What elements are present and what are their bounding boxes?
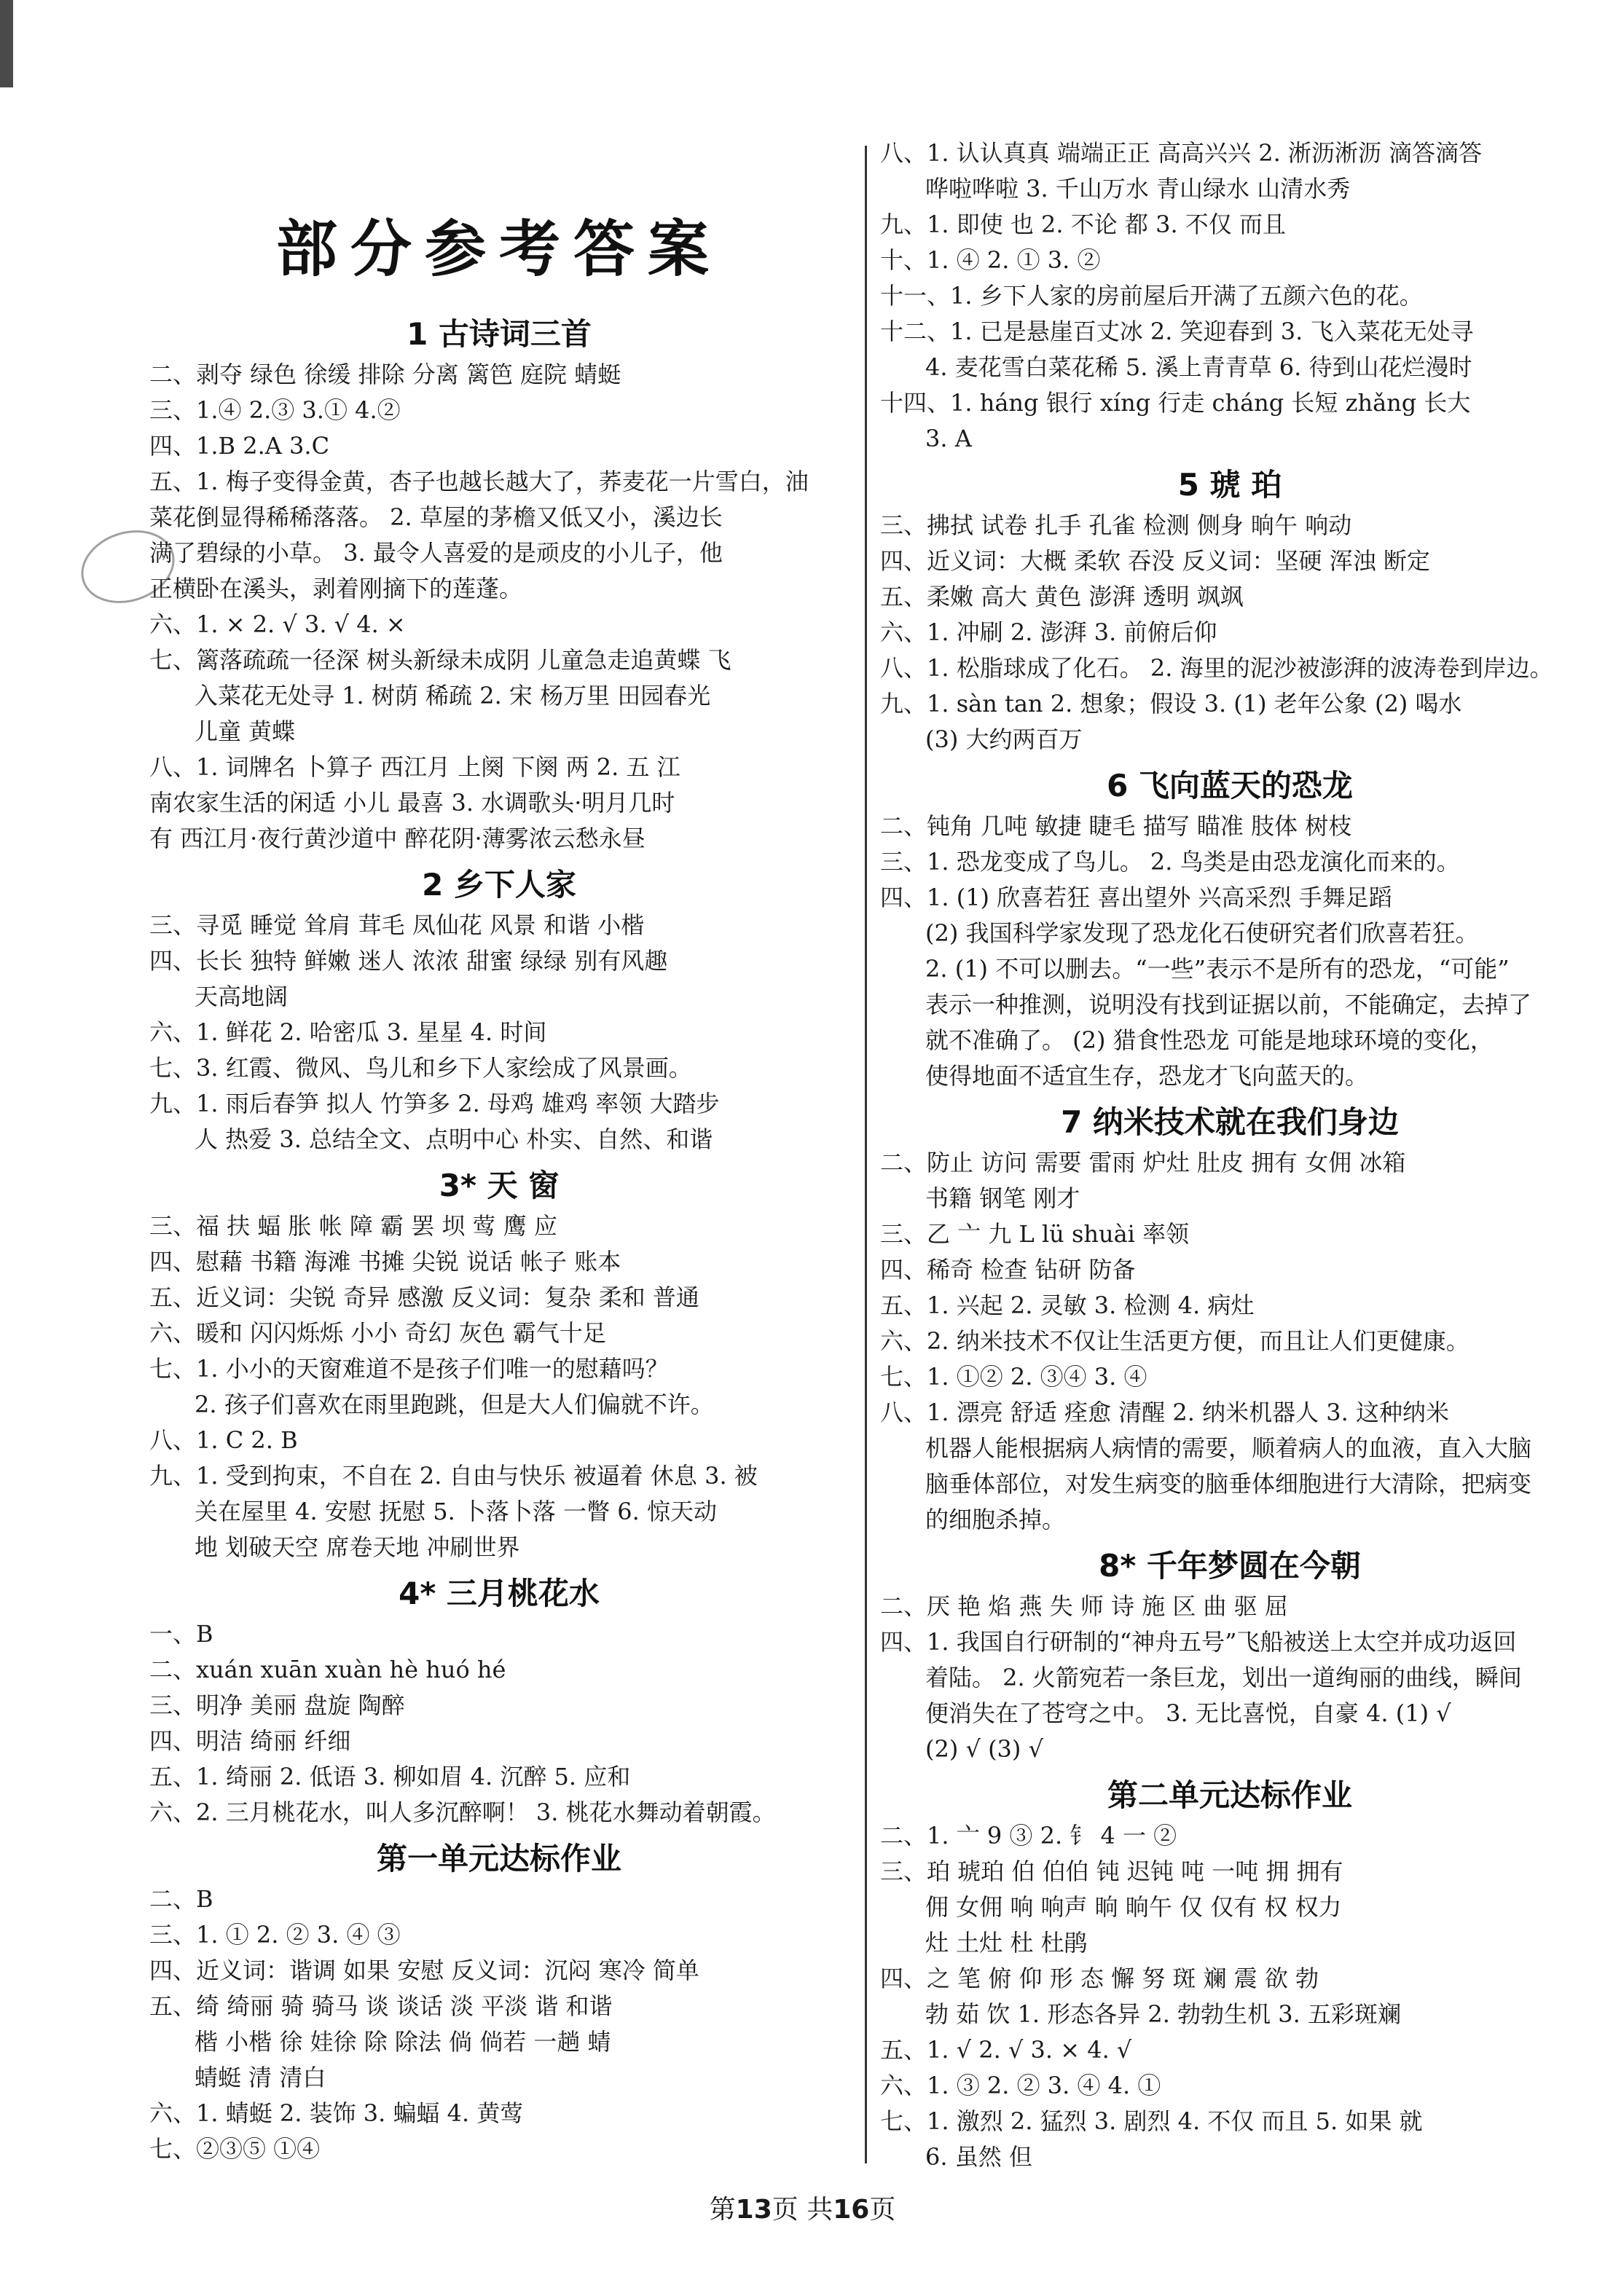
answer-line: 着陆。 2. 火箭宛若一条巨龙，划出一道绚丽的曲线，瞬间 xyxy=(925,1664,1522,1691)
answer-line: 五、1. 兴起 2. 灵敏 3. 检测 4. 病灶 xyxy=(880,1292,1255,1319)
answer-line: 2. 孩子们喜欢在雨里跑跳，但是大人们偏就不许。 xyxy=(195,1391,714,1418)
answer-line: 便消失在了苍穹之中。 3. 无比喜悦，自豪 4. (1) √ xyxy=(925,1699,1451,1727)
answer-line: 佣 女佣 响 响声 晌 晌午 仅 仅有 权 权力 xyxy=(925,1893,1342,1921)
section-title: 8* 千年梦圆在今朝 xyxy=(1099,1548,1361,1584)
page-title: 部分参考答案 xyxy=(275,213,722,285)
answer-line: 入菜花无处寻 1. 树荫 稀疏 2. 宋 杨万里 田园春光 xyxy=(195,682,711,709)
answer-line: 七、1. 小小的天窗难道不是孩子们唯一的慰藉吗？ xyxy=(149,1355,669,1383)
answer-line: 灶 土灶 杜 杜鹃 xyxy=(925,1929,1088,1957)
answer-line: 4. 麦花雪白菜花稀 5. 溪上青青草 6. 待到山花烂漫时 xyxy=(925,353,1472,381)
answer-line: 四、1.B 2.A 3.C xyxy=(149,432,330,460)
answer-line: 脑垂体部位，对发生病变的脑垂体细胞进行大清除，把病变 xyxy=(925,1470,1532,1498)
answer-line: 四、1. 我国自行研制的“神舟五号”飞船被送上太空并成功返回 xyxy=(880,1628,1517,1656)
answer-line: 六、1. 鲜花 2. 哈密瓜 3. 星星 4. 时间 xyxy=(149,1018,547,1046)
answer-line: 七、篱落疏疏一径深 树头新绿未成阴 儿童急走追黄蝶 飞 xyxy=(149,646,731,674)
answer-line: 勃 茹 饮 1. 形态各异 2. 勃勃生机 3. 五彩斑斓 xyxy=(925,2000,1401,2028)
answer-line: 八、1. 松脂球成了化石。 2. 海里的泥沙被澎湃的波涛卷到岸边。 xyxy=(880,654,1553,682)
answer-line: 三、明净 美丽 盘旋 陶醉 xyxy=(149,1691,405,1719)
footer-total-pages: 16 xyxy=(833,2195,870,2225)
answer-line: 二、xuán xuān xuàn hè huó hé xyxy=(149,1656,506,1683)
column-divider xyxy=(865,146,867,2163)
answer-line: 的细胞杀掉。 xyxy=(925,1506,1066,1533)
answer-line: 七、②③⑤ ①④ xyxy=(149,2135,321,2163)
answer-line: 四、慰藉 书籍 海滩 书摊 尖锐 说话 帐子 账本 xyxy=(149,1248,621,1275)
answer-line: 三、拂拭 试卷 扎手 孔雀 检测 侧身 晌午 响动 xyxy=(880,511,1352,539)
answer-line: 九、1. 雨后春笋 拟人 竹笋多 2. 母鸡 雄鸡 率领 大踏步 xyxy=(149,1090,720,1117)
answer-line: 三、乙 亠 九 L lü shuài 率领 xyxy=(880,1220,1190,1248)
right-column xyxy=(880,135,1580,2175)
answer-line: 四、近义词：大概 柔软 吞没 反义词：坚硬 浑浊 断定 xyxy=(880,547,1430,575)
answer-line: 四、明洁 绮丽 纤细 xyxy=(149,1727,351,1755)
answer-line: 三、1.④ 2.③ 3.① 4.② xyxy=(149,396,401,424)
section-title: 第二单元达标作业 xyxy=(1107,1777,1352,1813)
answer-line: 使得地面不适宜生存，恐龙才飞向蓝天的。 xyxy=(925,1062,1369,1090)
footer-mid: 页 共 xyxy=(772,2195,833,2225)
answer-line: 七、3. 红霞、微风、鸟儿和乡下人家绘成了风景画。 xyxy=(149,1054,692,1082)
answer-line: 七、1. 激烈 2. 猛烈 3. 剧烈 4. 不仅 而且 5. 如果 就 xyxy=(880,2107,1423,2135)
answer-line: 二、防止 访问 需要 雷雨 炉灶 肚皮 拥有 女佣 冰箱 xyxy=(880,1149,1406,1176)
answer-line: 四、近义词：谐调 如果 安慰 反义词：沉闷 寒冷 简单 xyxy=(149,1957,699,1984)
footer-prefix: 第 xyxy=(709,2195,736,2225)
answer-line: (3) 大约两百万 xyxy=(925,726,1083,753)
answer-line: 就不准确了。 (2) 猎食性恐龙 可能是地球环境的变化， xyxy=(925,1026,1494,1054)
footer-suffix: 页 xyxy=(869,2195,896,2225)
section-title: 2 乡下人家 xyxy=(422,867,576,903)
section-title: 3* 天 窗 xyxy=(439,1168,560,1203)
section-title: 5 琥 珀 xyxy=(1177,467,1282,503)
answer-line: 三、1. ① 2. ② 3. ④ ③ xyxy=(149,1921,401,1949)
answer-line: 天高地阔 xyxy=(195,983,289,1010)
answer-line: 六、2. 三月桃花水，叫人多沉醉啊！ 3. 桃花水舞动着朝霞。 xyxy=(149,1798,776,1826)
answer-line: 八、1. 漂亮 舒适 痊愈 清醒 2. 纳米机器人 3. 这种纳米 xyxy=(880,1399,1449,1426)
title-spacer xyxy=(149,138,849,306)
answer-line: 六、暖和 闪闪烁烁 小小 奇幻 灰色 霸气十足 xyxy=(149,1319,606,1347)
answer-line: 三、珀 琥珀 伯 伯伯 钝 迟钝 吨 一吨 拥 拥有 xyxy=(880,1857,1343,1885)
answer-line: 四、长长 独特 鲜嫩 迷人 浓浓 甜蜜 绿绿 别有风趣 xyxy=(149,947,668,975)
answer-line: 四、之 笔 俯 仰 形 态 懈 努 斑 斓 震 欲 勃 xyxy=(880,1965,1319,1992)
answer-line: 十、1. ④ 2. ① 3. ② xyxy=(880,246,1101,274)
answer-line: 六、1. 冲刷 2. 澎湃 3. 前俯后仰 xyxy=(880,618,1217,646)
answer-line: 儿童 黄蝶 xyxy=(195,718,296,745)
answer-line: 六、1. ③ 2. ② 3. ④ 4. ① xyxy=(880,2072,1161,2099)
answer-line: 满了碧绿的小草。 3. 最令人喜爱的是顽皮的小儿子，他 xyxy=(149,539,723,567)
answer-line: 二、剥夺 绿色 徐缓 排除 分离 篱笆 庭院 蜻蜓 xyxy=(149,361,621,388)
answer-line: 楷 小楷 徐 娃徐 除 除法 倘 倘若 一趟 蜻 xyxy=(195,2028,611,2056)
answer-line: 一、B xyxy=(149,1620,213,1648)
answer-line: 2. (1) 不可以删去。“一些”表示不是所有的恐龙，“可能” xyxy=(925,955,1510,983)
section-title: 6 飞向蓝天的恐龙 xyxy=(1107,768,1353,803)
section-title: 7 纳米技术就在我们身边 xyxy=(1061,1104,1399,1140)
answer-line: 3. A xyxy=(925,425,972,452)
answer-line: 五、1. 梅子变得金黄，杏子也越长越大了，荞麦花一片雪白，油 xyxy=(149,468,809,495)
answer-line: 蜻蜓 清 清白 xyxy=(195,2064,326,2091)
answer-line: 五、1. 绮丽 2. 低语 3. 柳如眉 4. 沉醉 5. 应和 xyxy=(149,1763,631,1790)
answer-line: 三、1. 恐龙变成了鸟儿。 2. 鸟类是由恐龙演化而来的。 xyxy=(880,848,1460,876)
answer-line: 五、近义词：尖锐 奇异 感激 反义词：复杂 柔和 普通 xyxy=(149,1283,699,1311)
answer-line: 人 热爱 3. 总结全文、点明中心 朴实、自然、和谐 xyxy=(195,1125,713,1153)
answer-line: 6. 虽然 但 xyxy=(925,2143,1032,2171)
answer-line: (2) 我国科学家发现了恐龙化石使研究者们欣喜若狂。 xyxy=(925,919,1479,947)
answer-line: 十二、1. 已是悬崖百丈冰 2. 笑迎春到 3. 飞入菜花无处寻 xyxy=(880,318,1474,345)
footer-page-number: 13 xyxy=(735,2195,772,2225)
answer-line: 二、厌 艳 焰 燕 失 师 诗 施 区 曲 驱 屈 xyxy=(880,1592,1288,1620)
answer-line: 六、1. × 2. √ 3. √ 4. × xyxy=(149,610,406,638)
answer-line: 八、1. 词牌名 卜算子 西江月 上阕 下阕 两 2. 五 江 xyxy=(149,753,680,781)
answer-line: 五、绮 绮丽 骑 骑马 谈 谈话 淡 平淡 谐 和谐 xyxy=(149,1992,613,2020)
section-title: 4* 三月桃花水 xyxy=(399,1576,600,1611)
answer-line: 十一、1. 乡下人家的房前屋后开满了五颜六色的花。 xyxy=(880,282,1423,310)
answer-line: 九、1. sàn tan 2. 想象；假设 3. (1) 老年公象 (2) 喝水 xyxy=(880,690,1462,718)
answer-line: 表示一种推测，说明没有找到证据以前，不能确定，去掉了 xyxy=(925,991,1532,1018)
answer-line: 七、1. ①② 2. ③④ 3. ④ xyxy=(880,1363,1147,1391)
answer-line: 九、1. 受到拘束，不自在 2. 自由与快乐 被逼着 休息 3. 被 xyxy=(149,1462,758,1490)
answer-line: 五、1. √ 2. √ 3. × 4. √ xyxy=(880,2036,1132,2064)
answer-line: 五、柔嫩 高大 黄色 澎湃 透明 飒飒 xyxy=(880,583,1244,610)
answer-line: 菜花倒显得稀稀落落。 2. 草屋的茅檐又低又小，溪边长 xyxy=(149,503,723,531)
answer-line: (2) √ (3) √ xyxy=(925,1735,1043,1763)
answer-line: 四、稀奇 检查 钻研 防备 xyxy=(880,1256,1136,1283)
answer-line: 地 划破天空 席卷天地 冲刷世界 xyxy=(195,1533,520,1561)
answer-line: 关在屋里 4. 安慰 抚慰 5. 卜落卜落 一瞥 6. 惊天动 xyxy=(195,1498,717,1525)
answer-line: 哗啦哗啦 3. 千山万水 青山绿水 山清水秀 xyxy=(925,175,1351,203)
answer-line: 正横卧在溪头，剥着刚摘下的莲蓬。 xyxy=(149,575,523,602)
answer-line: 二、钝角 几吨 敏捷 睫毛 描写 瞄准 肢体 树枝 xyxy=(880,812,1352,840)
answer-line: 二、1. 亠 9 ③ 2. 钅 4 一 ② xyxy=(880,1822,1177,1849)
answer-line: 八、1. C 2. B xyxy=(149,1426,298,1454)
answer-line: 十四、1. háng 银行 xíng 行走 cháng 长短 zhǎng 长大 xyxy=(880,389,1471,417)
section-title: 第一单元达标作业 xyxy=(376,1841,621,1876)
scan-edge xyxy=(0,0,51,87)
page-footer xyxy=(0,2189,1605,2226)
section-title: 1 古诗词三首 xyxy=(407,316,592,352)
answer-line: 有 西江月·夜行黄沙道中 醉花阴·薄雾浓云愁永昼 xyxy=(149,825,645,852)
answer-line: 南农家生活的闲适 小儿 最喜 3. 水调歌头·明月几时 xyxy=(149,789,675,817)
answer-line: 二、B xyxy=(149,1885,213,1913)
answer-line: 八、1. 认认真真 端端正正 高高兴兴 2. 淅沥淅沥 滴答滴答 xyxy=(880,139,1483,167)
answer-line: 机器人能根据病人病情的需要，顺着病人的血液，直入大脑 xyxy=(925,1434,1532,1462)
answer-line: 六、2. 纳米技术不仅让生活更方便，而且让人们更健康。 xyxy=(880,1327,1469,1355)
answer-line: 九、1. 即使 也 2. 不论 都 3. 不仅 而且 xyxy=(880,211,1286,238)
answer-line: 六、1. 蜻蜓 2. 装饰 3. 蝙蝠 4. 黄莺 xyxy=(149,2099,524,2127)
answer-line: 书籍 钢笔 刚才 xyxy=(925,1184,1080,1212)
answer-line: 三、寻觅 睡觉 耸肩 茸毛 凤仙花 风景 和谐 小楷 xyxy=(149,911,645,939)
answer-line: 四、1. (1) 欣喜若狂 喜出望外 兴高采烈 手舞足蹈 xyxy=(880,884,1392,911)
answer-line: 三、福 扶 蝠 胀 帐 障 霸 罢 坝 莺 鹰 应 xyxy=(149,1212,557,1240)
